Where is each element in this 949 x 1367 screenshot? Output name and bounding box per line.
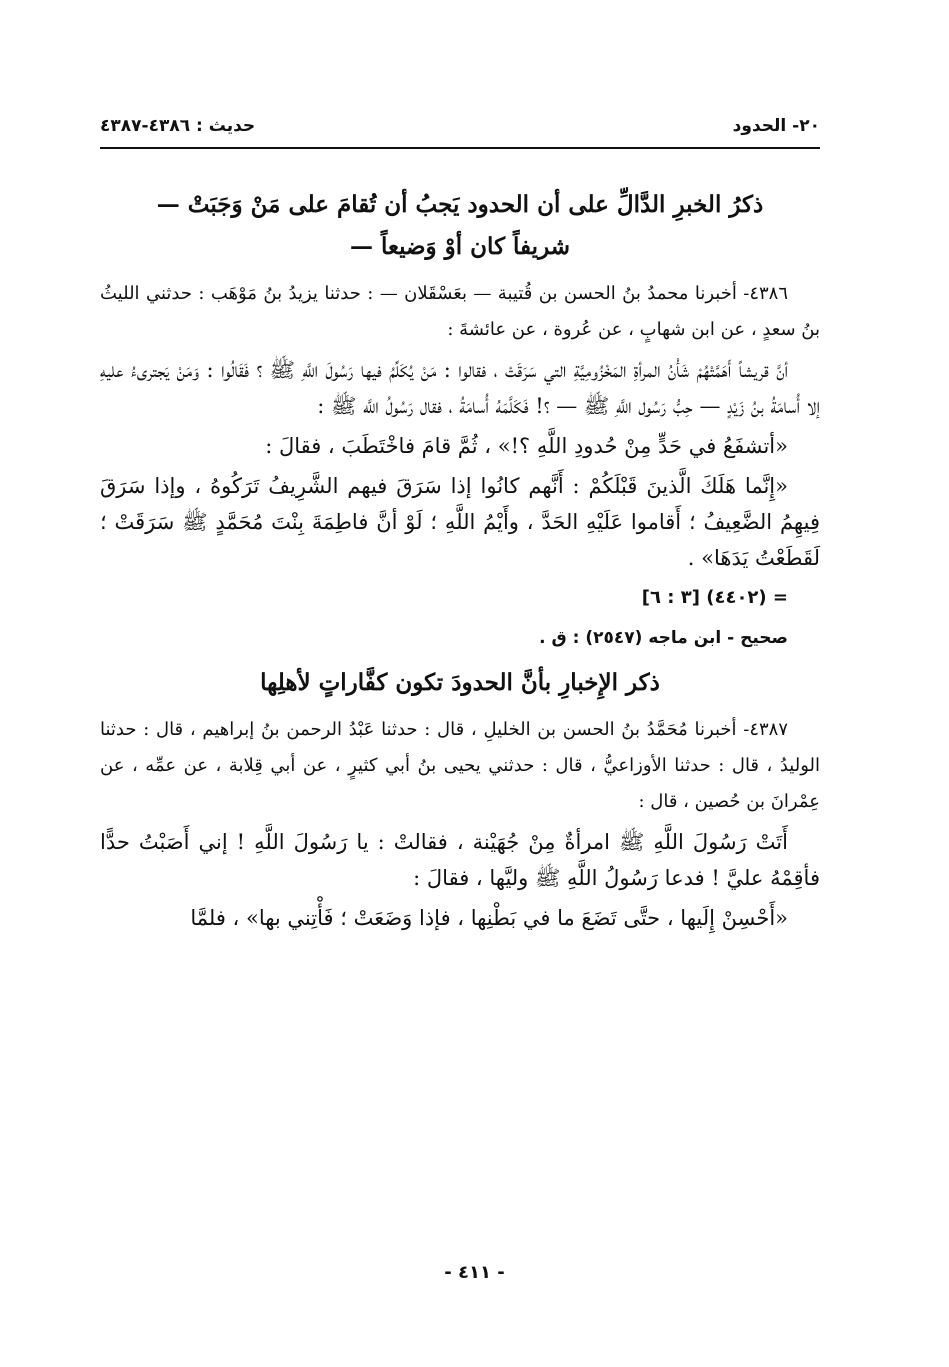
matn-paragraph: «إِنَّما هَلَكَ الَّذينَ قَبْلَكُمْ : أَنَّهم كانُوا إذا سَرَقَ فيهم الشَّرِيفُ تَرَكُوهُ ، وإذا سَرَقَ فِيهِمُ الضَّعِيفُ ؛ أَقاموا عَلَيْهِ الحَدَّ ، وأَيْمُ اللَّهِ ؛ لَوْ أنَّ فاطِمَةَ بِنْتَ مُحَمَّدٍ ﷺ سَرَقَتْ ؛ لَقَطَعْتُ يَدَهَا» . [100,474,820,570]
section-heading: ذكر الإِخبارِ بأنَّ الحدودَ تكون كفَّاراتٍ لأهلِها [260,669,660,696]
page-body [100,180,820,940]
isnad-paragraph: ٤٣٨٦- أخبرنا محمدُ بنُ الحسن بن قُتيبة — بعَسْقَلان — : حدثنا يزيدُ بنُ مَوْهَب : حدثني الليثُ بنُ سعدٍ ، عن ابن شهابٍ ، عن عُروة ، عن عائشةَ : [100,283,820,340]
matn-paragraph: أَتَتْ رَسُولَ اللَّهِ ﷺ امرأةٌ مِنْ جُهَيْنة ، فقالتْ : يا رَسُولَ اللَّهِ ! إني أَصَبْتُ حدًّا فأقِمْهُ عليَّ ! فدعا رَسُولُ اللَّهِ ﷺ وليَّها ، فقالَ : [100,830,820,890]
section-heading: ذكرُ الخبرِ الدَّالِّ على أن الحدود يَجبُ أن تُقامَ على مَنْ وَجَبَتْ — شريفاً كان أوْ وَضيعاً — [156,191,764,260]
header-divider [100,147,820,149]
page-number: - ٤١١ - [444,1262,505,1283]
isnad-paragraph: ٤٣٨٧- أخبرنا مُحَمَّدُ بنُ الحسن بن الخليلِ ، قال : حدثنا عَبْدُ الرحمن بنُ إبراهيم ، قال : حدثنا الوليدُ ، قال : حدثنا الأوزاعيُّ ، قال : حدثني يحيى بنُ أبي كثيرٍ ، عن أبي قِلابة ، عن عمِّه ، عن عِمْرانَ بن حُصين ، قال : [100,719,820,812]
matn-paragraph: «أَحْسِنْ إِلَيها ، حتَّى تَضَعَ ما في بَطْنِها ، فإذا وَضَعَتْ ؛ فَأْتِني بها» ، فلمَّا [190,906,788,930]
hadith-grading: صحيح - ابن ماجه (٢٥٤٧) : ق . [539,628,788,648]
matn-paragraph: «أتشفَعُ في حَدٍّ مِنْ حُدودِ اللَّهِ ؟!» ، ثُمَّ قامَ فاخْتَطَبَ ، فقالَ : [265,434,788,458]
hadith-range: حديث : ٤٣٨٦-٤٣٨٧ [100,116,256,136]
running-header [100,108,820,144]
cross-reference: = (٤٤٠٢) [٣ : ٦] [641,587,788,608]
matn-paragraph: أنَّ قريشاً أَهَمَّتْهُمْ شَأْنُ المرأةِ المَخْزُومِيَّةِ التي سَرَقَتْ ، فقالوا : مَنْ يُكَلِّمُ فيها رَسُولَ اللَّهِ ﷺ ؟ فَقَالُوا : وَمَنْ يَجترىءُ عليهِ إلا أُسامَةُ بنُ زَيْدٍ — حِبُّ رَسُول اللَّهِ ﷺ — ؟! فَكَلَّمَهُ أُسامَةُ ، فقال رَسُولُ اللَّه ﷺ : [100,358,820,418]
chapter-title: ٢٠- الحدود [732,116,820,136]
